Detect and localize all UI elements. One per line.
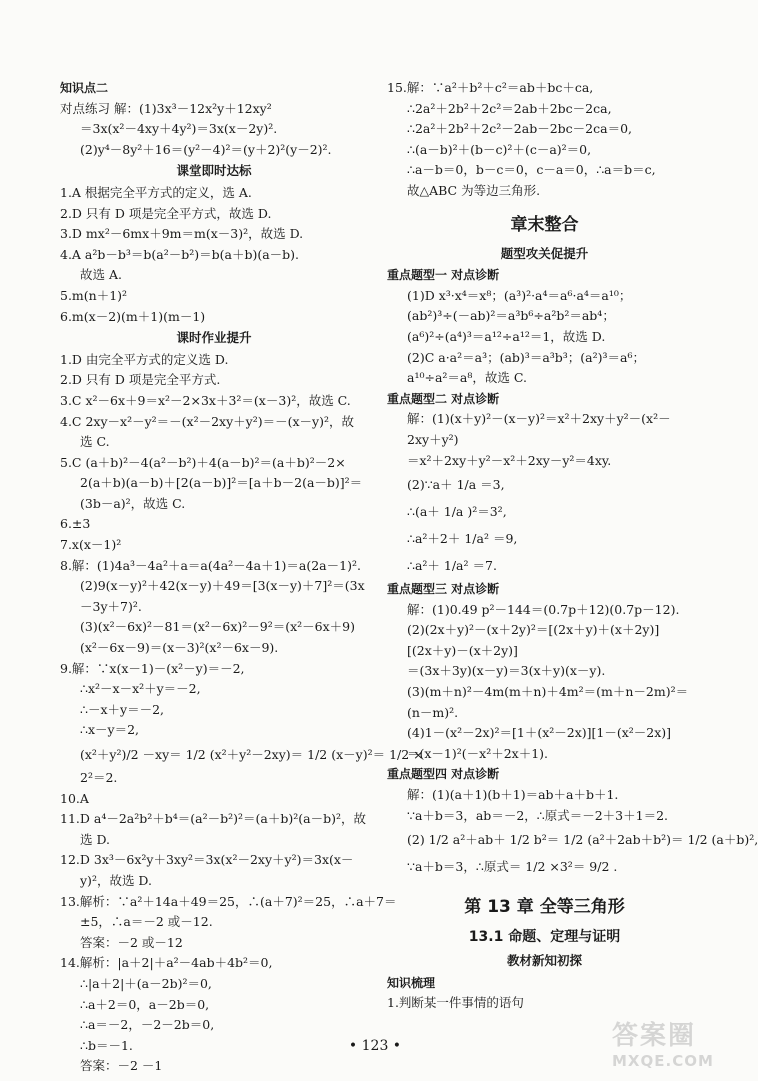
text-line: ±5，∴a＝－2 或－12. — [80, 914, 213, 930]
text-line: y)²，故选 D. — [80, 872, 152, 888]
text-line: ∵a＋b＝3，∴原式＝ 1/2 ×3²＝ 9/2 . — [407, 859, 618, 875]
text-line: ∴(a－b)²＋(b－c)²＋(c－a)²＝0, — [407, 141, 592, 157]
text-line: ∵a＋b＝3，ab＝－2，∴原式＝－2＋3＋1＝2. — [407, 807, 669, 823]
text-line: 答案：－2 或－12 — [80, 934, 183, 950]
text-line: ∴b＝－1. — [80, 1037, 133, 1053]
text-line: 9.解：∵x(x－1)－(x²－y)＝－2, — [60, 660, 245, 676]
text-line: 8.解：(1)4a³－4a²＋a＝a(4a²－4a＋1)＝a(2a－1)². — [60, 557, 361, 573]
text-line: 1.判断某一件事情的语句 — [387, 995, 524, 1011]
text-line: ∴a－b＝0，b－c＝0，c－a＝0，∴a＝b＝c, — [407, 162, 656, 178]
text-line: 6.m(x－2)(m＋1)(m－1) — [60, 308, 206, 324]
text-line: 12.D 3x³－6x²y＋3xy²＝3x(x²－2xy＋y²)＝3x(x－ — [60, 852, 354, 868]
section-label: 重点题型四 对点诊断 — [387, 767, 500, 782]
text-line: (2)y⁴－8y²＋16＝(y²－4)²＝(y＋2)²(y－2)². — [80, 141, 332, 157]
watermark-logo — [612, 1015, 742, 1073]
section-label: 重点题型二 对点诊断 — [387, 391, 500, 406]
text-line: ＝(x－1)²(－x²＋2x＋1). — [407, 745, 549, 761]
chapter-heading: 第 13 章 全等三角形 — [464, 897, 625, 918]
text-line: (3b－a)²，故选 C. — [80, 495, 186, 511]
text-line: (2) 1/2 a²＋ab＋ 1/2 b²＝ 1/2 (a²＋2ab＋b²)＝ 1/2 (a＋b)², — [407, 832, 758, 848]
text-line: ＝(3x＋3y)(x－y)＝3(x＋y)(x－y). — [407, 663, 606, 679]
text-line: 13.解析：∵a²＋14a＋49＝25，∴(a＋7)²＝25，∴a＋7＝ — [60, 893, 397, 909]
text-line: ∴a＋2＝0，a－2b＝0, — [80, 996, 210, 1012]
text-line: 故△ABC 为等边三角形. — [407, 182, 541, 198]
text-line: ∴2a²＋2b²＋2c²－2ab－2bc－2ca＝0, — [407, 121, 632, 137]
text-line: 14.解析：|a＋2|＋a²－4ab＋4b²＝0, — [60, 955, 273, 971]
text-line: 2.D 只有 D 项是完全平方式，故选 D. — [60, 205, 272, 221]
text-line: ∴x－y＝2, — [80, 722, 139, 738]
text-line: 2(a＋b)(a－b)＋[2(a－b)]²＝[a＋b－2(a－b)]²＝ — [80, 475, 363, 491]
text-line: (2)∵a＋ 1/a ＝3, — [407, 477, 505, 493]
text-line: (1)D x³·x⁴＝x⁸；(a³)²·a⁴＝a⁶·a⁴＝a¹⁰； — [407, 287, 632, 303]
text-line: ∴a²＋2＋ 1/a² ＝9, — [407, 531, 518, 547]
text-line: ∴x²－x－x²＋y＝－2, — [80, 681, 201, 697]
text-line: 2²＝2. — [80, 770, 118, 785]
text-line: ＝x²＋2xy＋y²－x²＋2xy－y²＝4xy. — [407, 452, 612, 468]
text-line: (4)1－(x²－2x)²＝[1＋(x²－2x)][1－(x²－2x)] — [407, 725, 672, 741]
text-line: (3)(m＋n)²－4m(m＋n)＋4m²＝(m＋n－2m)²＝ — [407, 684, 689, 700]
subsection-heading: 课堂即时达标 — [176, 163, 252, 179]
text-line: －3y＋7)². — [80, 598, 142, 614]
text-line: 2xy＋y²) — [407, 431, 459, 447]
text-line: 1.D 由完全平方式的定义选 D. — [60, 351, 229, 367]
text-line: ∴(a＋ 1/a )²＝3², — [407, 504, 507, 520]
text-line: ∴a＝－2，－2－2b＝0, — [80, 1017, 215, 1033]
text-line: 2.D 只有 D 项是完全平方式. — [60, 372, 221, 388]
section-label: 知识点二 — [60, 81, 109, 95]
text-line: 1.A 根据完全平方式的定义，选 A. — [60, 184, 252, 200]
text-line: 故选 A. — [80, 267, 122, 283]
text-line: 答案：－2 －1 — [80, 1058, 163, 1074]
text-line: (x²－6x－9)＝(x－3)²(x²－6x－9). — [80, 640, 279, 656]
text-line: (3)(x²－6x)²－81＝(x²－6x)²－9²＝(x²－6x＋9) — [80, 619, 356, 635]
section-label: 知识梳理 — [387, 975, 436, 990]
text-line: 解：(1)(x＋y)²－(x－y)²＝x²＋2xy＋y²－(x²－ — [407, 411, 671, 427]
text-line: 3.D mx²－6mx＋9m＝m(x－3)²，故选 D. — [60, 226, 304, 242]
subsection-heading: 题型攻关促提升 — [500, 245, 589, 261]
section-label: 重点题型一 对点诊断 — [387, 268, 500, 283]
text-line: ∴|a＋2|＋(a－2b)²＝0, — [80, 975, 212, 991]
text-line: 5.m(n＋1)² — [60, 287, 128, 303]
text-line: 解：(1)0.49 p²－144＝(0.7p＋12)(0.7p－12). — [407, 601, 680, 617]
text-line: ＝3x(x²－4xy＋4y²)＝3x(x－2y)². — [80, 121, 278, 137]
text-line: 选 D. — [80, 831, 111, 847]
subsection-heading: 课时作业提升 — [176, 330, 252, 346]
text-line: 3.C x²－6x＋9＝x²－2×3x＋3²＝(x－3)²，故选 C. — [60, 392, 351, 408]
text-line: 对点练习 解：(1)3x³－12x²y＋12xy² — [60, 100, 272, 116]
text-line: (ab²)³÷(－ab)²＝a³b⁶÷a²b²＝ab⁴； — [407, 308, 615, 324]
text-line: 15.解：∵a²＋b²＋c²＝ab＋bc＋ca, — [387, 80, 594, 95]
subsection-heading: 教材新知初探 — [506, 953, 582, 969]
section-label: 重点题型三 对点诊断 — [387, 582, 500, 597]
text-line: 11.D a⁴－2a²b²＋b⁴＝(a²－b²)²＝(a＋b)²(a－b)²，故 — [60, 811, 366, 827]
text-line: (2)C a·a²＝a³；(ab)³＝a³b³；(a²)³＝a⁶； — [407, 349, 645, 365]
text-line: (x²＋y²)/2 －xy＝ 1/2 (x²＋y²－2xy)＝ 1/2 (x－y)²＝ 1/2 × — [80, 747, 424, 762]
text-line: ∴a²＋ 1/a² ＝7. — [407, 558, 497, 574]
chapter-summary-heading: 章末整合 — [510, 214, 579, 235]
text-line: (2)(2x＋y)²－(x＋2y)²＝[(2x＋y)＋(x＋2y)] — [407, 622, 660, 638]
text-line: ∴2a²＋2b²＋2c²＝2ab＋2bc－2ca, — [407, 100, 612, 116]
text-line: a¹⁰÷a²＝a⁸，故选 C. — [407, 370, 527, 386]
text-line: 解：(1)(a＋1)(b＋1)＝ab＋a＋b＋1. — [407, 787, 619, 803]
watermark-text-en: MXQE.COM — [612, 1052, 714, 1070]
text-line: 7.x(x－1)² — [60, 537, 122, 553]
text-line: 4.A a²b－b³＝b(a²－b²)＝b(a＋b)(a－b). — [60, 246, 300, 262]
text-line: [(2x＋y)－(x＋2y)] — [407, 642, 518, 658]
text-line: (a⁶)²÷(a⁴)³＝a¹²÷a¹²＝1，故选 D. — [407, 328, 606, 344]
right-column — [387, 78, 758, 1014]
text-line: (n－m)². — [407, 704, 459, 720]
text-line: 5.C (a＋b)²－4(a²－b²)＋4(a－b)²＝(a＋b)²－2× — [60, 454, 346, 470]
text-line: 6.±3 — [60, 516, 91, 532]
section-heading: 13.1 命题、定理与证明 — [468, 929, 621, 946]
text-line: ∴－x＋y＝－2, — [80, 701, 164, 717]
text-line: 选 C. — [80, 434, 110, 450]
text-line: 4.C 2xy－x²－y²＝－(x²－2xy＋y²)＝－(x－y)²，故 — [60, 413, 354, 429]
watermark-text-cn: 答案圈 — [612, 1021, 697, 1051]
text-line: 10.A — [60, 790, 89, 806]
page-number: • 123 • — [348, 1038, 402, 1054]
text-line: (2)9(x－y)²＋42(x－y)＋49＝[3(x－y)＋7]²＝(3x — [80, 578, 365, 594]
